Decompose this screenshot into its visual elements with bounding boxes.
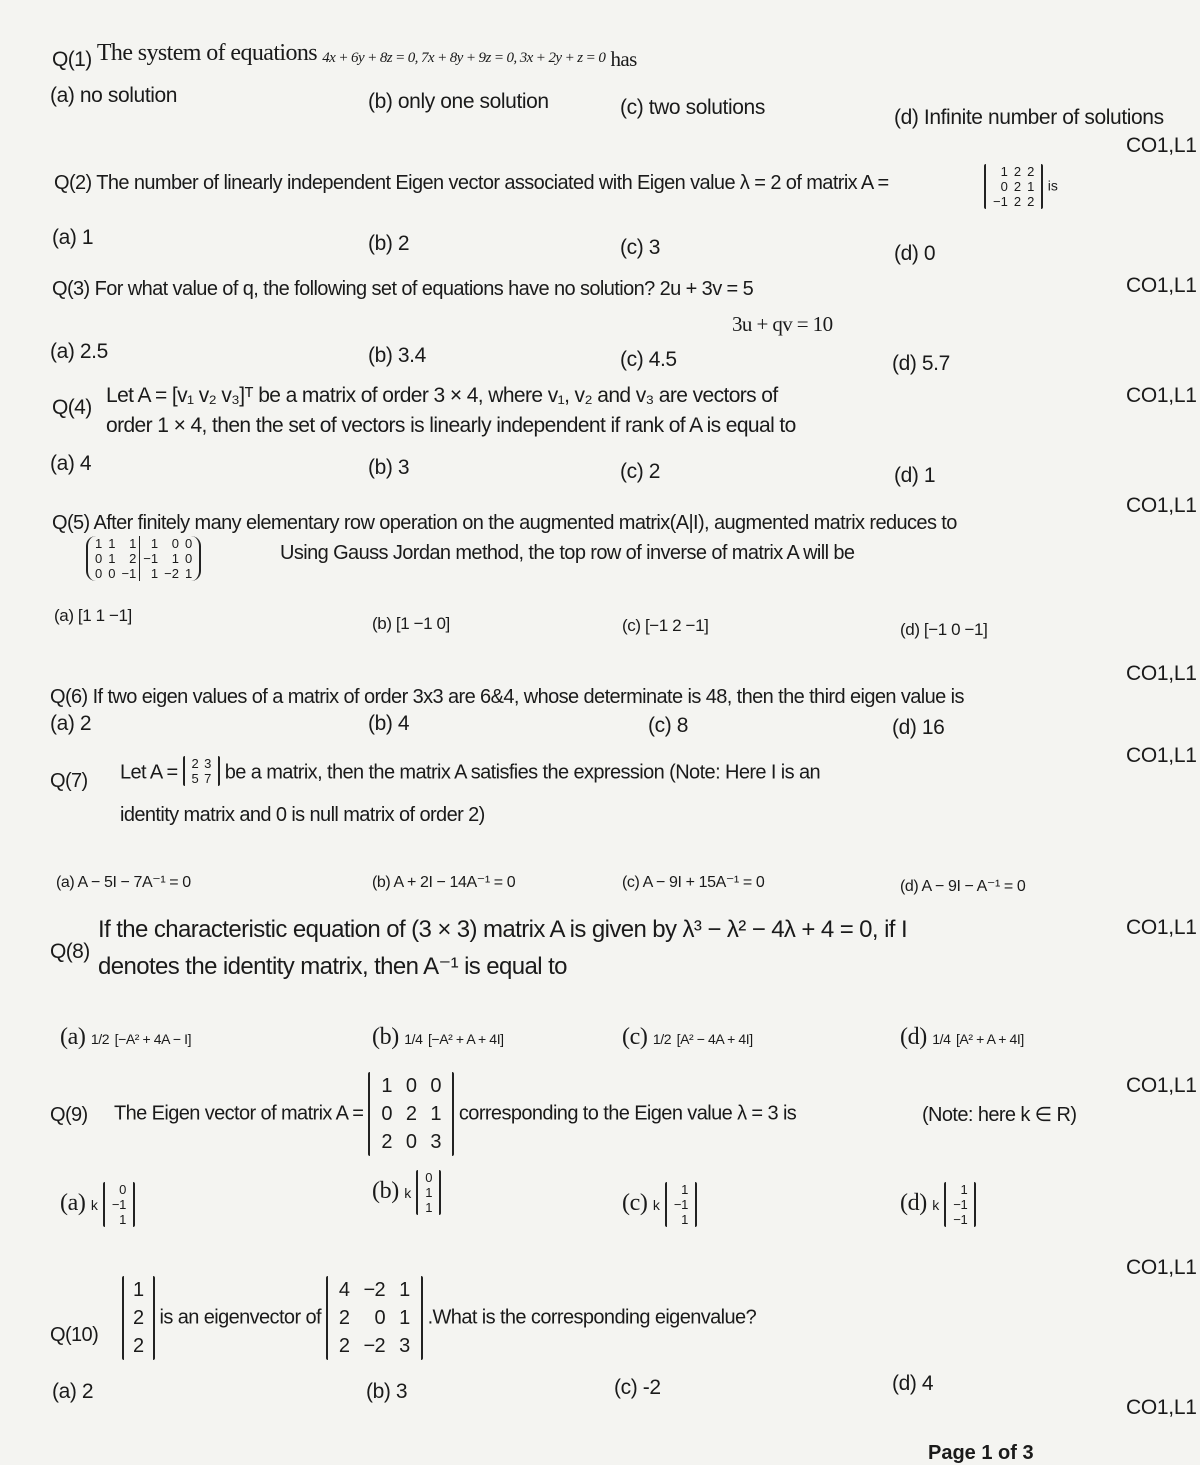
q4-option-b: (b) 3: [368, 456, 410, 479]
q3-text: For what value of q, the following set of equations have no solution? 2u + 3v = 5: [94, 278, 754, 300]
q9-matrix-cell: 0: [405, 1075, 417, 1097]
q9-text: corresponding to the Eigen value λ = 3 is: [458, 1102, 797, 1125]
q10-vector-cell: 2: [133, 1307, 144, 1329]
q9-vector-row: [950, 1197, 970, 1212]
q10-number: Q(10): [50, 1324, 99, 1346]
q1-option-c: (c) two solutions: [620, 96, 765, 119]
q9-co-tag: CO1,L1: [1126, 1256, 1197, 1279]
q9-option-d-k: k: [932, 1197, 939, 1214]
q2-matrix-cell: 2: [1013, 194, 1022, 209]
q8-option-c-expression: [A² − 4A + 4I]: [676, 1031, 753, 1047]
q5-matrix-cell: 1: [108, 536, 116, 551]
q5-matrix-row: [92, 566, 195, 581]
q9-option-a-k: k: [90, 1197, 98, 1214]
q2-text: The number of linearly independent Eigen vector associated with Eigen value λ = 2 of matrix A =: [96, 172, 889, 194]
q10-matrix-cell: 1: [399, 1307, 410, 1329]
q5-matrix-row: [92, 536, 195, 551]
q2-option-b: (b) 2: [368, 232, 410, 255]
q8-option-c-fraction: 1/2: [652, 1031, 672, 1047]
q9-vector-cell: 0: [425, 1170, 433, 1185]
q8-option-c-label: (c): [622, 1024, 648, 1050]
q9-vector-row: [671, 1197, 691, 1212]
q9-note: (Note: here k ∈ R): [922, 1104, 1077, 1126]
q9-vector-row: [950, 1212, 970, 1227]
q6-option-d: (d) 16: [892, 716, 945, 739]
q2-option-a: (a) 1: [52, 226, 94, 249]
q6-option-c: (c) 8: [648, 714, 689, 737]
q3-number: Q(3): [52, 278, 90, 300]
q5-co-tag: CO1,L1: [1126, 662, 1197, 685]
q10-option-b: (b) 3: [366, 1380, 408, 1403]
q7-matrix-cell: 3: [204, 756, 211, 771]
q8-option-a-label: (a): [60, 1024, 86, 1050]
q8-option-c: [622, 1024, 753, 1051]
q5-matrix-cell: 1: [140, 536, 161, 551]
q8-option-b: [372, 1024, 504, 1051]
q1-equations: 4x + 6y + 8z = 0, 7x + 8y + 9z = 0, 3x + 2y + z = 0: [322, 50, 606, 66]
q5-matrix-row: [92, 551, 195, 566]
q1-text: The system of equations: [96, 40, 318, 66]
q1-number: Q(1): [52, 48, 92, 71]
q7-matrix-row: [189, 771, 214, 786]
q4-number: Q(4): [52, 396, 92, 419]
q9-vector-row: [422, 1185, 435, 1200]
q5-matrix-cell: 1: [129, 536, 137, 551]
q7-option-b: (b) A + 2I − 14A⁻¹ = 0: [372, 874, 516, 891]
q8-option-b-label: (b): [372, 1024, 399, 1050]
q5-matrix-cell: −1: [140, 551, 161, 566]
q4-option-a: (a) 4: [50, 452, 92, 475]
q9-vector-cell: 1: [960, 1182, 968, 1197]
q4-option-d: (d) 1: [894, 464, 936, 487]
q5-option-c: (c) [−1 2 −1]: [622, 616, 709, 635]
q9-matrix-cell: 0: [381, 1103, 392, 1125]
q9-number: Q(9): [50, 1104, 88, 1126]
q1-co-tag: CO1,L1: [1126, 134, 1197, 157]
q10-vector-row: [126, 1276, 151, 1304]
q9-matrix-cell: 2: [405, 1103, 417, 1125]
q2-matrix-row: [990, 164, 1037, 179]
q9-option-d: [900, 1182, 976, 1227]
q3-equation-2: 3u + qv = 10: [732, 312, 833, 336]
q2-matrix-row: [990, 179, 1037, 194]
q7-matrix-cell: 2: [191, 756, 199, 771]
q10-mid: is an eigenvector of: [159, 1306, 321, 1329]
q7-option-d: (d) A − 9I − A⁻¹ = 0: [900, 878, 1026, 895]
q2-matrix-cell: 2: [1027, 194, 1035, 209]
q1-text-end: has: [610, 47, 637, 71]
q7-option-c: (c) A − 9I + 15A⁻¹ = 0: [622, 874, 765, 891]
q2-matrix-cell: 0: [1000, 179, 1008, 194]
q9-vector-row: [422, 1200, 435, 1215]
q6-text: If two eigen values of a matrix of order 3x3 are 6&4, whose determinate is 48, then the third eigen value is: [92, 686, 964, 708]
q7-number: Q(7): [50, 770, 88, 792]
q10-matrix-cell: 0: [374, 1307, 386, 1329]
q7-option-a: (a) A − 5I − 7A⁻¹ = 0: [56, 874, 191, 891]
q1-option-d: (d) Infinite number of solutions: [894, 106, 1164, 129]
q9-matrix-cell: 2: [381, 1131, 392, 1153]
q8-line-1: If the characteristic equation of (3 × 3) matrix A is given by λ³ − λ² − 4λ + 4 = 0, if I: [98, 916, 908, 943]
q9-matrix-cell: 3: [430, 1131, 441, 1153]
q9-matrix-row: [374, 1128, 448, 1156]
q7-co-tag: CO1,L1: [1126, 916, 1197, 939]
q5-augmented-matrix: [86, 536, 201, 581]
q9-vector-cell: 0: [119, 1182, 126, 1197]
q9-matrix-cell: 0: [405, 1131, 417, 1153]
q2-option-d: (d) 0: [894, 242, 936, 265]
q7-matrix-row: [189, 756, 214, 771]
q2-co-tag: CO1,L1: [1126, 274, 1197, 297]
q9-option-b-label: (b): [372, 1178, 399, 1205]
q8-option-b-fraction: 1/4: [404, 1031, 423, 1047]
page-footer: Page 1 of 3: [928, 1442, 1034, 1464]
q2-matrix: [984, 164, 1058, 209]
q9-vector-row: [109, 1197, 129, 1212]
q6-number: Q(6): [50, 686, 88, 708]
q5-matrix-cell: 2: [129, 551, 137, 566]
q9-option-c-label: (c): [622, 1190, 648, 1217]
q10-text: .What is the corresponding eigenvalue?: [427, 1306, 757, 1329]
q2-option-c: (c) 3: [620, 236, 661, 259]
q9-vector-row: [950, 1182, 970, 1197]
q5-matrix-cell: 0: [184, 551, 193, 566]
q9-matrix-cell: 1: [430, 1103, 441, 1125]
q5-option-b: (b) [1 −1 0]: [372, 614, 450, 633]
q1-question: [52, 40, 637, 73]
q8-option-d: [900, 1024, 1024, 1051]
q9-matrix-cell: 0: [430, 1075, 441, 1097]
q8-option-d-fraction: 1/4: [932, 1031, 951, 1047]
q2-matrix-cell: 1: [1027, 179, 1035, 194]
q9-vector-row: [109, 1212, 129, 1227]
q8-line-2: denotes the identity matrix, then A⁻¹ is equal to: [98, 953, 567, 980]
q9-head: [114, 1072, 796, 1156]
q9-option-b: [372, 1170, 441, 1215]
q8-option-a: [60, 1024, 191, 1051]
q5-option-d: (d) [−1 0 −1]: [900, 620, 988, 639]
q4-line-2: order 1 × 4, then the set of vectors is linearly independent if rank of A is equal to: [106, 414, 796, 437]
q9-option-c: [622, 1182, 697, 1227]
q10-co-tag: CO1,L1: [1126, 1396, 1197, 1419]
q10-matrix-cell: 4: [338, 1279, 350, 1301]
q9-matrix-row: [374, 1072, 448, 1100]
q10-matrix-cell: 2: [338, 1335, 350, 1357]
q3-option-b: (b) 3.4: [368, 344, 426, 367]
q7-prefix: Let A =: [120, 761, 178, 784]
q7-head: [120, 756, 821, 786]
q9-vector-cell: 1: [425, 1200, 433, 1215]
q10-vector-cell: 2: [133, 1335, 144, 1357]
q9-option-a-label: (a): [60, 1190, 86, 1217]
q6-option-a: (a) 2: [50, 712, 92, 735]
q9-vector-row: [671, 1182, 691, 1197]
q4-co-tag: CO1,L1: [1126, 494, 1197, 517]
q9-vector-row: [671, 1212, 691, 1227]
q5-number: Q(5): [52, 512, 90, 534]
q7-matrix-cell: 5: [191, 771, 199, 786]
q9-vector-cell: 1: [681, 1182, 688, 1197]
q5-matrix-cell: −1: [121, 566, 137, 581]
q2-matrix-cell: 2: [1013, 179, 1022, 194]
q10-vector-cell: 1: [133, 1279, 144, 1301]
q5-matrix-cell: 1: [184, 566, 193, 581]
q2-question: [54, 172, 889, 195]
q9-option-c-k: k: [652, 1197, 660, 1214]
q8-option-b-expression: [−A² + A + 4I]: [427, 1031, 504, 1047]
q9-vector-cell: 1: [681, 1212, 688, 1227]
q10-matrix-cell: 1: [399, 1279, 410, 1301]
q5-matrix-cell: 0: [108, 566, 116, 581]
q9-prefix: The Eigen vector of matrix A =: [114, 1102, 364, 1125]
q5-matrix-cell: −2: [164, 566, 179, 581]
q9-vector-cell: 1: [425, 1185, 433, 1200]
q5-matrix-cell: 1: [140, 566, 161, 581]
q8-co-tag: CO1,L1: [1126, 1074, 1197, 1097]
q7-line-1: be a matrix, then the matrix A satisfies the expression (Note: Here I is an: [224, 761, 821, 784]
q3-option-c: (c) 4.5: [620, 348, 677, 371]
q1-option-a: (a) no solution: [50, 84, 178, 107]
q10-matrix-cell: 3: [399, 1335, 410, 1357]
q8-number: Q(8): [50, 940, 90, 963]
q9-option-b-k: k: [404, 1185, 411, 1202]
q3-question: [52, 278, 753, 301]
q10-option-c: (c) -2: [614, 1376, 661, 1399]
q5-matrix-cell: 1: [95, 536, 103, 551]
q5-matrix-cell: 1: [171, 551, 179, 566]
q8-option-d-label: (d): [900, 1024, 927, 1050]
q5-line-1: After finitely many elementary row operation on the augmented matrix(A|I), augmented matrix reduces to: [93, 512, 957, 534]
q10-matrix-row: [332, 1332, 417, 1360]
q2-tail: is: [1047, 177, 1058, 194]
q5-line-2: Using Gauss Jordan method, the top row of inverse of matrix A will be: [280, 542, 855, 564]
q7-line-2: identity matrix and 0 is null matrix of order 2): [120, 804, 485, 826]
q2-matrix-cell: 2: [1027, 164, 1035, 179]
q5-matrix-cell: 1: [108, 551, 116, 566]
q5-matrix-cell: 0: [95, 551, 103, 566]
q8-option-a-fraction: 1/2: [90, 1031, 110, 1047]
q1-option-b: (b) only one solution: [368, 90, 549, 113]
q2-matrix-row: [990, 194, 1037, 209]
q10-head: [122, 1276, 756, 1360]
q9-vector-row: [422, 1170, 435, 1185]
q10-matrix-cell: 2: [338, 1307, 350, 1329]
q9-matrix-cell: 1: [381, 1075, 392, 1097]
q3-option-a: (a) 2.5: [50, 340, 108, 363]
q4-option-c: (c) 2: [620, 460, 661, 483]
q4-line-1: Let A = [v₁ v₂ v₃]ᵀ be a matrix of order 3 × 4, where v₁, v₂ and v₃ are vectors of: [106, 384, 778, 407]
q6-question: [50, 686, 964, 709]
q2-matrix-cell: 2: [1013, 164, 1022, 179]
q2-number: Q(2): [54, 172, 92, 194]
q9-vector-cell: −1: [953, 1212, 968, 1227]
q8-option-d-expression: [A² + A + 4I]: [955, 1031, 1024, 1047]
q9-vector-cell: −1: [111, 1197, 126, 1212]
q6-option-b: (b) 4: [368, 712, 410, 735]
q9-vector-cell: −1: [673, 1197, 688, 1212]
q6-co-tag: CO1,L1: [1126, 744, 1197, 767]
q5-option-a: (a) [1 1 −1]: [54, 606, 132, 625]
q10-vector-row: [126, 1304, 151, 1332]
q9-vector-row: [109, 1182, 129, 1197]
q9-vector-cell: −1: [953, 1197, 968, 1212]
q5-question: [52, 512, 957, 535]
q10-matrix-cell: −2: [363, 1279, 386, 1301]
q9-vector-cell: 1: [119, 1212, 126, 1227]
q5-matrix-cell: 0: [171, 536, 179, 551]
q3-co-tag: CO1,L1: [1126, 384, 1197, 407]
q8-option-a-expression: [−A² + 4A − I]: [114, 1031, 192, 1047]
q9-matrix-row: [374, 1100, 448, 1128]
q10-matrix-row: [332, 1304, 417, 1332]
q5-matrix-cell: 0: [184, 536, 193, 551]
q9-option-d-label: (d): [900, 1190, 927, 1217]
q9-option-a: [60, 1182, 135, 1227]
q2-matrix-cell: −1: [993, 194, 1008, 209]
q10-vector-row: [126, 1332, 151, 1360]
q3-option-d: (d) 5.7: [892, 352, 950, 375]
q7-matrix-cell: 7: [204, 771, 211, 786]
q5-matrix-cell: 0: [95, 566, 103, 581]
q10-matrix-cell: −2: [363, 1335, 386, 1357]
q10-option-a: (a) 2: [52, 1380, 94, 1403]
q2-matrix-cell: 1: [1000, 164, 1008, 179]
q10-option-d: (d) 4: [892, 1372, 934, 1395]
q10-matrix-row: [332, 1276, 417, 1304]
